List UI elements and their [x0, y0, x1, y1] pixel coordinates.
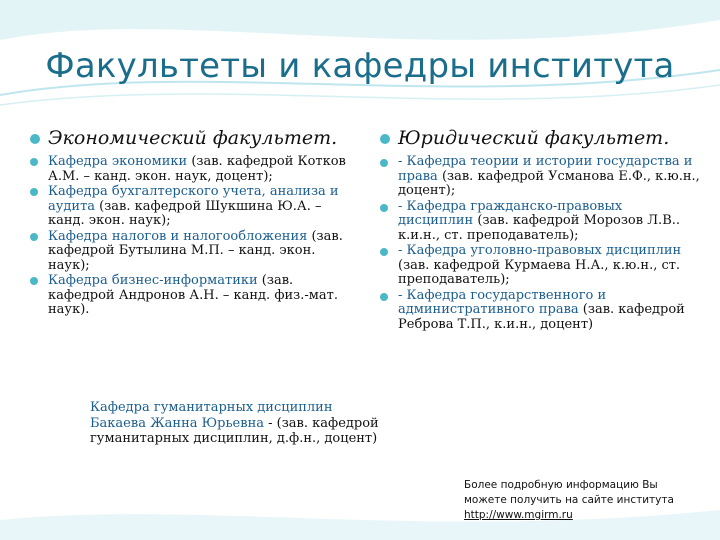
department-name: Кафедра экономики	[48, 154, 188, 169]
department-head: (зав. кафедрой Курмаева Н.А., к.ю.н., ст. преподаватель);	[398, 257, 681, 287]
humanities-head	[90, 416, 450, 447]
department-head: (зав. кафедрой Усманова Е.Ф., к.ю.н., доцент);	[398, 168, 700, 198]
department-name: Кафедра бизнес-информатики	[48, 273, 258, 288]
bullet-icon	[30, 158, 38, 166]
department-item	[30, 230, 360, 274]
bullet-icon	[380, 159, 388, 167]
page-title: Факультеты и кафедры института	[45, 46, 675, 86]
bullet-icon	[380, 293, 388, 301]
department-head: (зав. кафедрой Андронов А.Н. – канд. физ.-мат. наук).	[48, 273, 338, 317]
department-name: - Кафедра теории и истории государства и права	[398, 154, 693, 184]
department-head: (зав. кафедрой Морозов Л.В.. к.и.н., ст. преподаватель);	[398, 213, 681, 243]
bullet-icon	[30, 233, 38, 241]
humanities-department	[90, 400, 450, 447]
department-head: (зав. кафедрой Реброва Т.П., к.и.н., доцент)	[398, 302, 685, 332]
department-item	[380, 244, 700, 288]
department-item	[30, 274, 360, 318]
more-info-note	[464, 478, 714, 523]
note-line-1: Более подробную информацию Вы	[464, 479, 658, 491]
department-name: Кафедра налогов и налогообложения	[48, 228, 308, 244]
department-name: Кафедра бухгалтерского учета, анализа и аудита	[48, 184, 339, 214]
economics-column	[30, 128, 360, 319]
bullet-icon	[30, 188, 38, 196]
bullet-icon	[380, 204, 388, 212]
department-item	[380, 200, 700, 244]
bullet-icon	[380, 134, 390, 144]
department-name: - Кафедра гражданско-правовых дисциплин	[398, 198, 623, 228]
department-name: - Кафедра уголовно-правовых дисциплин	[398, 243, 682, 258]
department-item	[30, 185, 360, 229]
law-faculty-heading: Юридический факультет.	[380, 128, 700, 149]
note-line-2: можете получить на сайте института	[464, 494, 674, 506]
department-item	[380, 289, 700, 333]
website-link[interactable]: http://www.mgirm.ru	[464, 509, 573, 521]
humanities-head-name: Бакаева Жанна Юрьевна	[90, 415, 264, 431]
bullet-icon	[30, 277, 38, 285]
bullet-icon	[380, 248, 388, 256]
department-head: (зав. кафедрой Котков А.М. – канд. экон. наук, доцент);	[48, 154, 346, 184]
economics-faculty-heading: Экономический факультет.	[30, 128, 360, 149]
department-head: (зав. кафедрой Шукшина Ю.А. – канд. экон. наук);	[48, 198, 322, 228]
department-item	[380, 155, 700, 199]
humanities-title: Кафедра гуманитарных дисциплин	[90, 400, 333, 415]
department-head: (зав. кафедрой Бутылина М.П. – канд. экон. наук);	[48, 228, 343, 273]
bullet-icon	[30, 134, 40, 144]
department-item	[30, 155, 360, 184]
department-name: - Кафедра государственного и административного права	[398, 287, 607, 317]
law-column	[380, 128, 700, 333]
humanities-head-details: - (зав. кафедрой гуманитарных дисциплин, д.ф.н., доцент)	[90, 415, 379, 446]
